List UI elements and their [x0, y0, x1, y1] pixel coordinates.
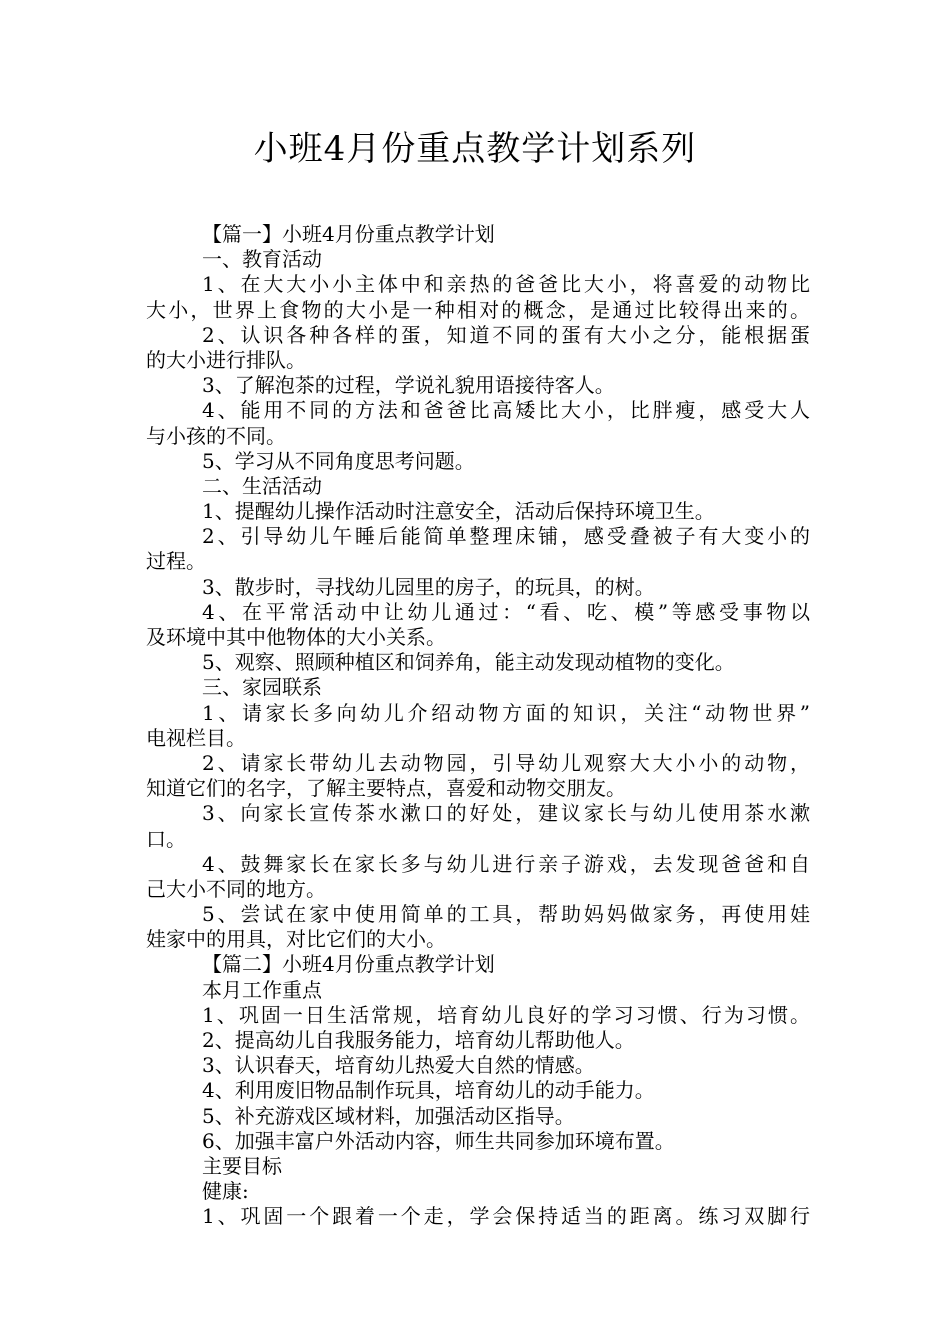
text-line: 3、散步时，寻找幼儿园里的房子，的玩具，的树。	[202, 574, 655, 599]
text-line: 【篇一】小班4月份重点教学计划	[202, 222, 495, 246]
text-line: 本月工作重点	[202, 977, 322, 1002]
text-line: 4、利用废旧物品制作玩具，培育幼儿的动手能力。	[202, 1078, 655, 1103]
text-line: 及环境中其中他物体的大小关系。	[146, 625, 446, 649]
text-line: 【篇二】小班4月份重点教学计划	[202, 952, 495, 977]
text-line: 1、巩固一个跟着一个走，学会保持适当的距离。练习双脚行	[202, 1204, 810, 1229]
text-line: 3、了解泡茶的过程，学说礼貌用语接待客人。	[202, 373, 615, 398]
text-line: 1、在大大小小主体中和亲热的爸爸比大小，将喜爱的动物比	[202, 272, 810, 297]
text-line: 大小，世界上食物的大小是一种相对的概念，是通过比较得出来的。	[146, 297, 810, 322]
text-line: 3、向家长宣传茶水漱口的好处，建议家长与幼儿使用茶水漱	[202, 801, 810, 826]
text-line: 2、引导幼儿午睡后能简单整理床铺，感受叠被子有大变小的	[202, 524, 810, 549]
text-line: 己大小不同的地方。	[146, 876, 326, 901]
text-line: 2、认识各种各样的蛋，知道不同的蛋有大小之分，能根据蛋	[202, 322, 810, 347]
text-line: 3、认识春天，培育幼儿热爱大自然的情感。	[202, 1053, 595, 1078]
text-line: 二、生活活动	[202, 473, 322, 498]
text-line: 1、提醒幼儿操作活动时注意安全，活动后保持环境卫生。	[202, 499, 715, 524]
text-line: 4、在平常活动中让幼儿通过：“看、吃、模”等感受事物以	[202, 599, 810, 624]
text-line: 4、能用不同的方法和爸爸比高矮比大小，比胖瘦，感受大人	[202, 398, 810, 423]
text-line: 5、学习从不同角度思考问题。	[202, 448, 475, 473]
text-line: 与小孩的不同。	[146, 423, 286, 448]
text-line: 娃家中的用具，对比它们的大小。	[146, 927, 446, 952]
text-line: 口。	[146, 826, 186, 851]
text-line: 过程。	[146, 549, 206, 574]
text-line: 一、教育活动	[202, 247, 322, 272]
text-line: 知道它们的名字，了解主要特点，喜爱和动物交朋友。	[146, 776, 626, 801]
text-line: 的大小进行排队。	[146, 347, 306, 372]
text-line: 电视栏目。	[146, 725, 246, 750]
text-line: 三、家园联系	[202, 675, 322, 700]
text-line: 6、加强丰富户外活动内容，师生共同参加环境布置。	[202, 1128, 675, 1153]
text-line: 5、尝试在家中使用简单的工具，帮助妈妈做家务，再使用娃	[202, 902, 810, 927]
text-line: 2、提高幼儿自我服务能力，培育幼儿帮助他人。	[202, 1028, 635, 1052]
text-line: 健康:	[202, 1179, 249, 1204]
text-line: 1、巩固一日生活常规，培育幼儿良好的学习习惯、行为习惯。	[202, 1002, 810, 1027]
text-line: 5、观察、照顾种植区和饲养角，能主动发现动植物的变化。	[202, 650, 735, 675]
text-line: 5、补充游戏区域材料，加强活动区指导。	[202, 1103, 575, 1128]
text-line: 主要目标	[202, 1153, 282, 1178]
document-body	[146, 222, 810, 1230]
document-title: 小班4月份重点教学计划系列	[253, 129, 697, 169]
text-line: 1、请家长多向幼儿介绍动物方面的知识，关注“动物世界”	[202, 700, 810, 725]
text-line: 4、鼓舞家长在家长多与幼儿进行亲子游戏，去发现爸爸和自	[202, 851, 810, 876]
text-line: 2、请家长带幼儿去动物园，引导幼儿观察大大小小的动物，	[202, 750, 810, 775]
